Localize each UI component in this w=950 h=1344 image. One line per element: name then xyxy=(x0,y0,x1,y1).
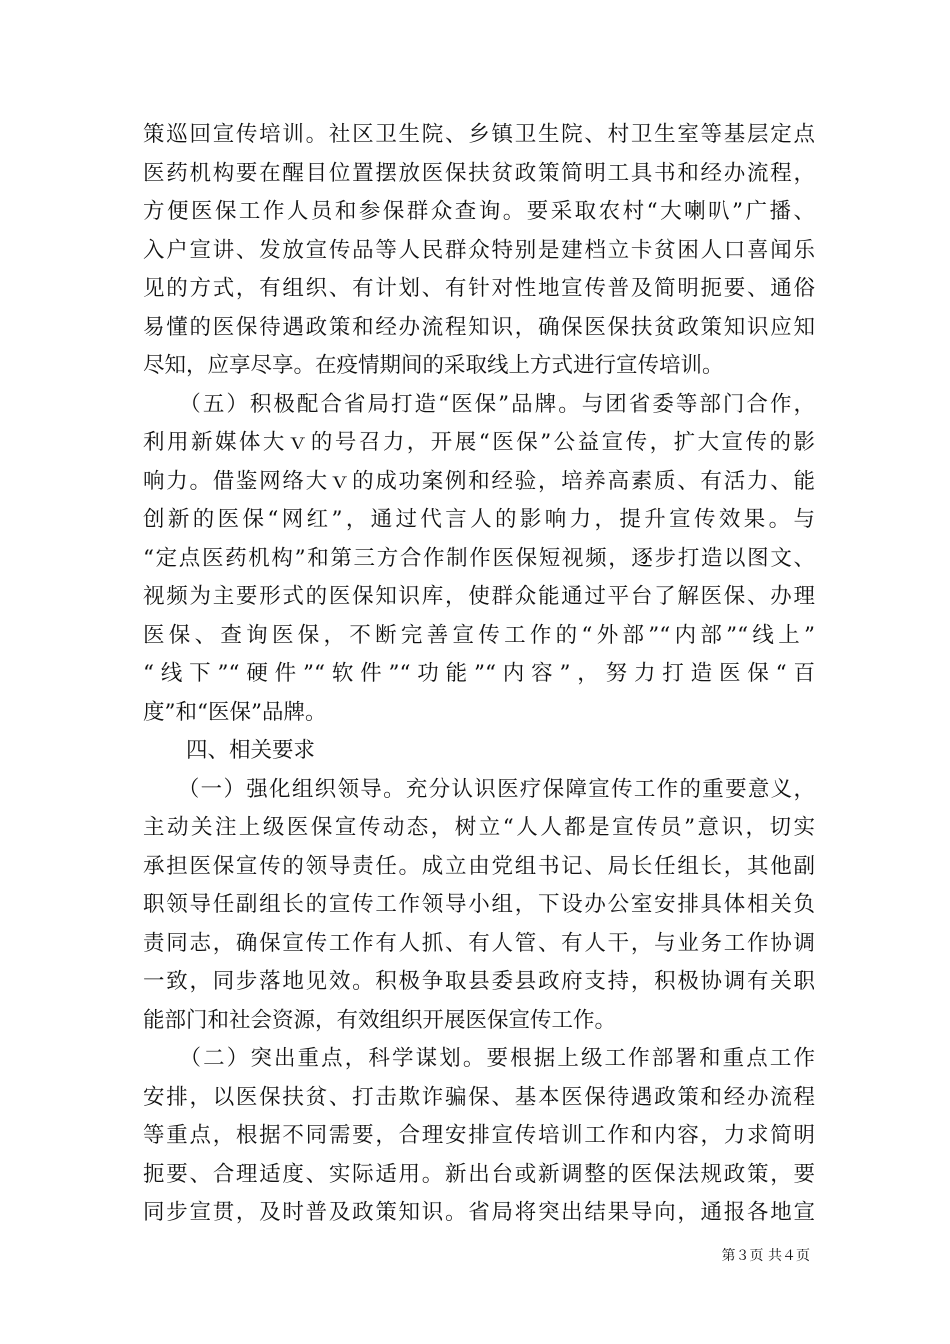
text-line: （二）突出重点，科学谋划。要根据上级工作部署和重点工作 xyxy=(143,1046,815,1071)
text-line: “定点医药机构”和第三方合作制作医保短视频，逐步打造以图文、 xyxy=(143,545,815,571)
text-line: 能部门和社会资源，有效组织开展医保宣传工作。 xyxy=(143,1007,617,1033)
text-line: 度”和“医保”品牌。 xyxy=(143,699,327,725)
text-line: 扼要、合理适度、实际适用。新出台或新调整的医保法规政策，要 xyxy=(143,1161,815,1187)
text-line: （五）积极配合省局打造“医保”品牌。与团省委等部门合作， xyxy=(143,391,815,417)
text-line: （一）强化组织领导。充分认识医疗保障宣传工作的重要意义， xyxy=(143,776,815,802)
text-line: 四、相关要求 xyxy=(143,738,316,763)
text-line: 视频为主要形式的医保知识库，使群众能通过平台了解医保、办理 xyxy=(143,584,815,609)
text-line: 职领导任副组长的宣传工作领导小组，下设办公室安排具体相关负 xyxy=(143,892,815,917)
text-line: 利用新媒体大ｖ的号召力，开展“医保”公益宣传，扩大宣传的影 xyxy=(143,430,815,455)
text-line: 主动关注上级医保宣传动态，树立“人人都是宣传员”意识，切实 xyxy=(143,815,815,840)
text-line: 创新的医保“网红”，通过代言人的影响力，提升宣传效果。与 xyxy=(143,507,815,532)
text-line: 见的方式，有组织、有计划、有针对性地宣传普及简明扼要、通俗 xyxy=(143,276,815,301)
text-line: 医保、查询医保，不断完善宣传工作的“外部”“内部”“线上” xyxy=(143,622,815,648)
text-line: 响力。借鉴网络大ｖ的成功案例和经验，培养高素质、有活力、能 xyxy=(143,468,815,494)
text-line: 策巡回宣传培训。社区卫生院、乡镇卫生院、村卫生室等基层定点 xyxy=(143,122,815,147)
text-line: 医药机构要在醒目位置摆放医保扶贫政策简明工具书和经办流程， xyxy=(143,160,815,186)
body-text xyxy=(143,116,815,1233)
text-line: 一致，同步落地见效。积极争取县委县政府支持，积极协调有关职 xyxy=(143,969,815,994)
text-line: 入户宣讲、发放宣传品等人民群众特别是建档立卡贫困人口喜闻乐 xyxy=(143,237,815,263)
text-line: “线下”“硬件”“软件”“功能”“内容”，努力打造医保“百 xyxy=(143,661,815,686)
text-line: 等重点，根据不同需要，合理安排宣传培训工作和内容，力求简明 xyxy=(143,1123,815,1148)
text-line: 承担医保宣传的领导责任。成立由党组书记、局长任组长，其他副 xyxy=(143,853,815,879)
text-line: 方便医保工作人员和参保群众查询。要采取农村“大喇叭”广播、 xyxy=(143,199,815,224)
text-line: 安排，以医保扶贫、打击欺诈骗保、基本医保待遇政策和经办流程 xyxy=(143,1084,815,1110)
page-number: 第３页 共４页 xyxy=(721,1248,810,1264)
text-line: 同步宣贯，及时普及政策知识。省局将突出结果导向，通报各地宣 xyxy=(143,1200,815,1225)
text-line: 易懂的医保待遇政策和经办流程知识，确保医保扶贫政策知识应知 xyxy=(143,314,815,340)
text-line: 责同志，确保宣传工作有人抓、有人管、有人干，与业务工作协调 xyxy=(143,930,815,956)
text-line: 尽知，应享尽享。在疫情期间的采取线上方式进行宣传培训。 xyxy=(143,353,724,378)
